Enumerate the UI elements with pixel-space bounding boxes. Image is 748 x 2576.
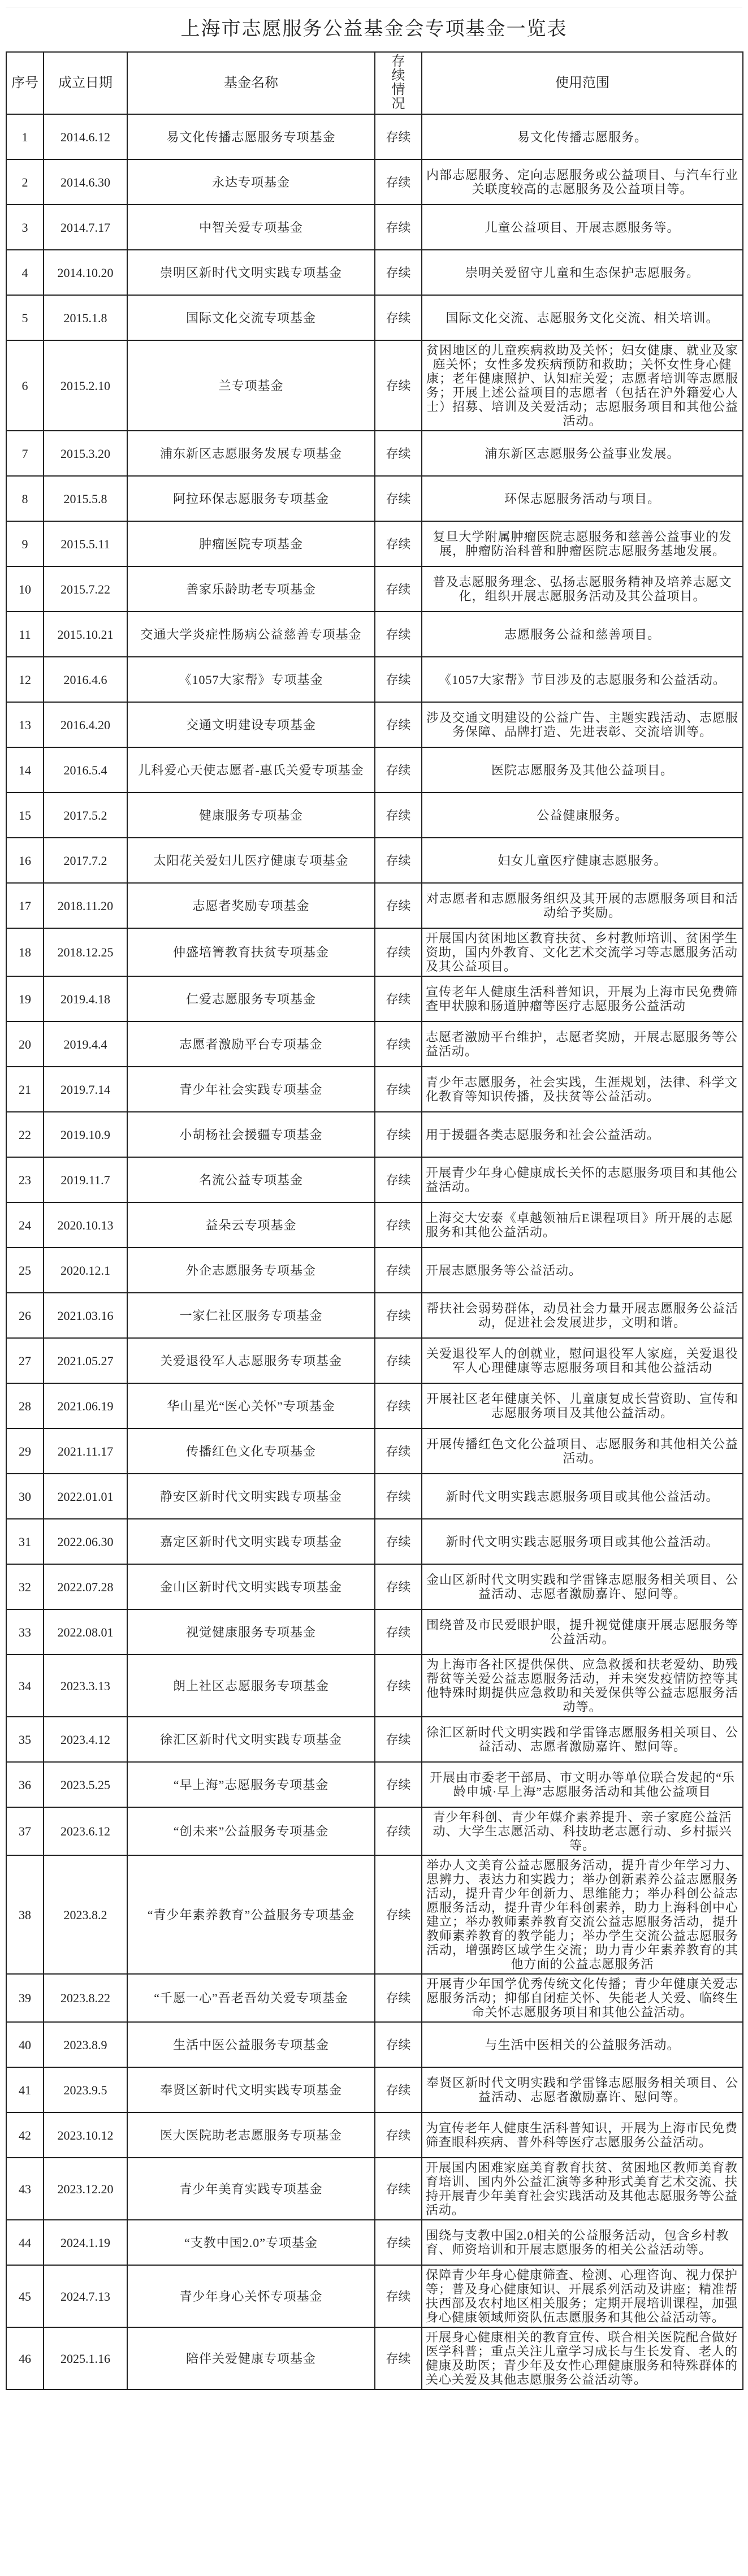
cell-scope: 围绕普及市民爱眼护眼，提升视觉健康开展志愿服务等公益活动。 [422,1609,743,1655]
cell-scope: 涉及交通文明建设的公益广告、主题实践活动、志愿服务保障、品牌打造、先进表彰、交流培训等。 [422,702,743,747]
cell-status: 存续 [375,657,422,702]
cell-index: 27 [6,1338,44,1383]
cell-index: 10 [6,566,44,612]
cell-date: 2021.03.16 [44,1293,127,1338]
cell-status: 存续 [375,1248,422,1293]
document-page [6,0,742,2390]
cell-index: 2 [6,159,44,205]
cell-index: 14 [6,747,44,793]
cell-date: 2018.12.25 [44,928,127,976]
table-row [6,476,743,521]
table-row [6,205,743,250]
table-row [6,1717,743,1762]
cell-scope: 金山区新时代文明实践和学雷锋志愿服务相关项目、公益活动、志愿者激励嘉许、慰问等。 [422,1564,743,1609]
cell-scope: 开展国内困难家庭美育教育扶贫、贫困地区教师美育教育培训、国内外公益汇演等多种形式美育艺术交流、扶持开展青少年美育社会实践活动及其他志愿服务等公益活动。 [422,2158,743,2220]
header-index: 序号 [6,52,44,114]
cell-date: 2016.4.6 [44,657,127,702]
table-row [6,2158,743,2220]
cell-fund-name: 国际文化交流专项基金 [127,295,375,340]
cell-scope: 开展由市委老干部局、市文明办等单位联合发起的“乐龄申城·早上海”志愿服务活动和其他公益项目 [422,1762,743,1807]
cell-status: 存续 [375,2158,422,2220]
cell-scope: 浦东新区志愿服务公益事业发展。 [422,431,743,476]
cell-index: 23 [6,1157,44,1202]
cell-index: 34 [6,1655,44,1717]
cell-scope: 开展青少年国学优秀传统文化传播；青少年健康关爱志愿服务活动；抑郁自闭症关怀、失能老人关爱、临终生命关怀志愿服务项目和其他公益活动。 [422,1974,743,2022]
cell-index: 16 [6,838,44,883]
cell-index: 22 [6,1112,44,1157]
cell-fund-name: 静安区新时代文明实践专项基金 [127,1474,375,1519]
cell-date: 2023.10.12 [44,2112,127,2158]
fund-table [6,51,743,2390]
cell-status: 存续 [375,431,422,476]
cell-scope: 青少年科创、青少年媒介素养提升、亲子家庭公益活动、大学生志愿活动、科技助老志愿行动、乡村振兴等。 [422,1807,743,1855]
cell-date: 2021.05.27 [44,1338,127,1383]
cell-fund-name: 崇明区新时代文明实践专项基金 [127,250,375,295]
cell-status: 存续 [375,1021,422,1067]
cell-fund-name: 外企志愿服务专项基金 [127,1248,375,1293]
cell-fund-name: 传播红色文化专项基金 [127,1428,375,1474]
cell-date: 2023.8.22 [44,1974,127,2022]
cell-scope: 开展身心健康相关的教育宣传、联合相关医院配合做好医学科普；重点关注儿童学习成长与生长发育、老人的健康及助医；青少年及女性心理健康服务和特殊群体的关心关爱及其他志愿服务公益活动等。 [422,2327,743,2389]
cell-index: 25 [6,1248,44,1293]
cell-scope: 用于援疆各类志愿服务和社会公益活动。 [422,1112,743,1157]
table-row [6,566,743,612]
cell-fund-name: “千愿一心”吾老吾幼关爱专项基金 [127,1974,375,2022]
cell-scope: 复旦大学附属肿瘤医院志愿服务和慈善公益事业的发展，肿瘤防治科普和肿瘤医院志愿服务基地发展。 [422,521,743,566]
cell-scope: 崇明关爱留守儿童和生态保护志愿服务。 [422,250,743,295]
cell-scope: 奉贤区新时代文明实践和学雷锋志愿服务相关项目、公益活动、志愿者激励嘉许、慰问等。 [422,2067,743,2112]
table-row [6,1428,743,1474]
cell-index: 6 [6,340,44,431]
cell-fund-name: 交通文明建设专项基金 [127,702,375,747]
cell-fund-name: 交通大学炎症性肠病公益慈善专项基金 [127,612,375,657]
table-row [6,2067,743,2112]
cell-date: 2023.12.20 [44,2158,127,2220]
cell-scope: 国际文化交流、志愿服务文化交流、相关培训。 [422,295,743,340]
cell-index: 32 [6,1564,44,1609]
cell-index: 31 [6,1519,44,1564]
table-row [6,928,743,976]
cell-date: 2021.11.17 [44,1428,127,1474]
cell-date: 2019.7.14 [44,1067,127,1112]
cell-status: 存续 [375,838,422,883]
cell-index: 35 [6,1717,44,1762]
cell-fund-name: 肿瘤医院专项基金 [127,521,375,566]
cell-scope: 易文化传播志愿服务。 [422,114,743,159]
cell-scope: 贫困地区的儿童疾病救助及关怀；妇女健康、就业及家庭关怀；女性多发疾病预防和救助；关怀女性身心健康；老年健康照护、认知症关爱；志愿者培训等志愿服务；开展上述公益项目的志愿者（包括在沪外籍爱心人士）招募、培训及关爱活动；志愿服务项目和其他公益活动。 [422,340,743,431]
cell-scope: 新时代文明实践志愿服务项目或其他公益活动。 [422,1474,743,1519]
cell-date: 2023.8.9 [44,2022,127,2067]
table-row [6,159,743,205]
cell-scope: 徐汇区新时代文明实践和学雷锋志愿服务相关项目、公益活动、志愿者激励嘉许、慰问等。 [422,1717,743,1762]
cell-fund-name: 儿科爱心天使志愿者-惠氏关爱专项基金 [127,747,375,793]
cell-date: 2014.10.20 [44,250,127,295]
cell-date: 2015.5.11 [44,521,127,566]
cell-date: 2015.2.10 [44,340,127,431]
table-row [6,1021,743,1067]
table-row [6,2265,743,2327]
cell-scope: 围绕与支教中国2.0相关的公益服务活动，包含乡村教育、师资培训和开展志愿服务的相关公益活动等。 [422,2220,743,2265]
cell-scope: 医院志愿服务及其他公益项目。 [422,747,743,793]
cell-scope: 举办人文美育公益志愿服务活动，提升青少年学习力、思辨力、表达力和实践力；举办创新素养公益志愿服务活动，提升青少年创新力、思维能力；举办科创公益志愿服务活动，提升青少年科创素养，助力上海科创中心建立；举办教师素养教育交流公益志愿服务活动，提升教师素养教育的教学能力；举办学生交流公益志愿服务活动，增强跨区域学生交流；助力青少年素养教育的其他方面的公益志愿服务活 [422,1855,743,1974]
table-row [6,1474,743,1519]
cell-scope: 开展传播红色文化公益项目、志愿服务和其他相关公益活动。 [422,1428,743,1474]
cell-fund-name: 医大医院助老志愿服务专项基金 [127,2112,375,2158]
page-title: 上海市志愿服务公益基金会专项基金一览表 [6,7,742,51]
cell-fund-name: 永达专项基金 [127,159,375,205]
cell-fund-name: 志愿者奖励专项基金 [127,883,375,928]
cell-scope: 上海交大安泰《卓越领袖后E课程项目》所开展的志愿服务和其他公益活动。 [422,1202,743,1248]
cell-scope: 内部志愿服务、定向志愿服务或公益项目、与汽车行业关联度较高的志愿服务及公益项目等。 [422,159,743,205]
table-row [6,1293,743,1338]
cell-fund-name: 嘉定区新时代文明实践专项基金 [127,1519,375,1564]
cell-index: 7 [6,431,44,476]
cell-status: 存续 [375,1474,422,1519]
cell-status: 存续 [375,2067,422,2112]
cell-status: 存续 [375,1383,422,1428]
table-row [6,1655,743,1717]
table-row [6,1383,743,1428]
cell-date: 2024.1.19 [44,2220,127,2265]
table-row [6,976,743,1021]
table-row [6,657,743,702]
cell-status: 存续 [375,566,422,612]
cell-scope: 青少年志愿服务，社会实践，生涯规划，法律、科学文化教育等知识传播，及扶贫等公益活动。 [422,1067,743,1112]
cell-status: 存续 [375,1974,422,2022]
cell-scope: 儿童公益项目、开展志愿服务等。 [422,205,743,250]
cell-scope: 普及志愿服务理念、弘扬志愿服务精神及培养志愿文化，组织开展志愿服务活动及其公益项目。 [422,566,743,612]
cell-date: 2022.08.01 [44,1609,127,1655]
cell-fund-name: 浦东新区志愿服务发展专项基金 [127,431,375,476]
cell-fund-name: 朗上社区志愿服务专项基金 [127,1655,375,1717]
cell-fund-name: 中智关爱专项基金 [127,205,375,250]
cell-status: 存续 [375,1112,422,1157]
cell-fund-name: 徐汇区新时代文明实践专项基金 [127,1717,375,1762]
cell-fund-name: 青少年社会实践专项基金 [127,1067,375,1112]
cell-status: 存续 [375,1564,422,1609]
cell-index: 3 [6,205,44,250]
cell-status: 存续 [375,2022,422,2067]
cell-scope: 志愿服务公益和慈善项目。 [422,612,743,657]
cell-scope: 帮扶社会弱势群体，动员社会力量开展志愿服务公益活动，促进社会发展进步，文明和谐。 [422,1293,743,1338]
cell-status: 存续 [375,340,422,431]
cell-scope: 开展社区老年健康关怀、儿童康复成长营资助、宣传和志愿服务项目及其他公益活动。 [422,1383,743,1428]
cell-fund-name: 善家乐龄助老专项基金 [127,566,375,612]
table-row [6,747,743,793]
cell-fund-name: 阿拉环保志愿服务专项基金 [127,476,375,521]
cell-scope: 为宣传老年人健康生活科普知识，开展为上海市民免费筛查眼科疾病、普外科等医疗志愿服务公益活动。 [422,2112,743,2158]
cell-fund-name: 名流公益专项基金 [127,1157,375,1202]
cell-date: 2019.4.18 [44,976,127,1021]
table-row [6,702,743,747]
cell-index: 24 [6,1202,44,1248]
cell-fund-name: 青少年身心关怀专项基金 [127,2265,375,2327]
cell-index: 29 [6,1428,44,1474]
cell-status: 存续 [375,1762,422,1807]
cell-index: 19 [6,976,44,1021]
cell-date: 2014.6.30 [44,159,127,205]
cell-status: 存续 [375,1519,422,1564]
cell-date: 2021.06.19 [44,1383,127,1428]
cell-index: 45 [6,2265,44,2327]
cell-date: 2025.1.16 [44,2327,127,2389]
cell-index: 13 [6,702,44,747]
cell-index: 20 [6,1021,44,1067]
cell-fund-name: “创未来”公益服务专项基金 [127,1807,375,1855]
cell-index: 40 [6,2022,44,2067]
cell-date: 2023.5.25 [44,1762,127,1807]
cell-date: 2017.5.2 [44,793,127,838]
cell-scope: 与生活中医相关的公益服务活动。 [422,2022,743,2067]
cell-scope: 开展青少年身心健康成长关怀的志愿服务项目和其他公益活动。 [422,1157,743,1202]
cell-scope: 环保志愿服务活动与项目。 [422,476,743,521]
cell-status: 存续 [375,2265,422,2327]
header-scope: 使用范围 [422,52,743,114]
cell-scope: 《1057大家帮》节目涉及的志愿服务和公益活动。 [422,657,743,702]
cell-date: 2019.4.4 [44,1021,127,1067]
cell-date: 2014.6.12 [44,114,127,159]
cell-date: 2023.4.12 [44,1717,127,1762]
table-row [6,1855,743,1974]
cell-scope: 宣传老年人健康生活科普知识，开展为上海市民免费筛查甲状腺和肠道肿瘤等医疗志愿服务公益活动 [422,976,743,1021]
cell-fund-name: 仲盛培箐教育扶贫专项基金 [127,928,375,976]
cell-fund-name: 兰专项基金 [127,340,375,431]
cell-index: 43 [6,2158,44,2220]
cell-fund-name: 小胡杨社会援疆专项基金 [127,1112,375,1157]
table-row [6,2112,743,2158]
cell-date: 2019.10.9 [44,1112,127,1157]
cell-scope: 对志愿者和志愿服务组织及其开展的志愿服务项目和活动给予奖励。 [422,883,743,928]
cell-scope: 妇女儿童医疗健康志愿服务。 [422,838,743,883]
cell-index: 8 [6,476,44,521]
cell-index: 36 [6,1762,44,1807]
table-row [6,1157,743,1202]
cell-fund-name: “早上海”志愿服务专项基金 [127,1762,375,1807]
cell-index: 21 [6,1067,44,1112]
cell-status: 存续 [375,2327,422,2389]
table-row [6,340,743,431]
cell-index: 1 [6,114,44,159]
cell-index: 30 [6,1474,44,1519]
cell-status: 存续 [375,976,422,1021]
cell-date: 2023.6.12 [44,1807,127,1855]
cell-fund-name: 视觉健康服务专项基金 [127,1609,375,1655]
cell-index: 37 [6,1807,44,1855]
cell-index: 11 [6,612,44,657]
cell-index: 9 [6,521,44,566]
cell-index: 44 [6,2220,44,2265]
table-row [6,1338,743,1383]
cell-scope: 志愿者激励平台维护，志愿者奖励，开展志愿服务等公益活动。 [422,1021,743,1067]
cell-date: 2014.7.17 [44,205,127,250]
cell-status: 存续 [375,747,422,793]
cell-status: 存续 [375,1293,422,1338]
table-row [6,1807,743,1855]
cell-scope: 开展国内贫困地区教育扶贫、乡村教师培训、贫困学生资助，国内外教育、文化艺术交流学习等志愿服务活动及其公益项目。 [422,928,743,976]
table-row [6,1609,743,1655]
cell-status: 存续 [375,1717,422,1762]
cell-status: 存续 [375,612,422,657]
table-row [6,612,743,657]
table-header-row [6,52,743,114]
cell-index: 17 [6,883,44,928]
cell-date: 2015.3.20 [44,431,127,476]
table-row [6,431,743,476]
cell-date: 2018.11.20 [44,883,127,928]
cell-date: 2022.07.28 [44,1564,127,1609]
table-row [6,1762,743,1807]
cell-status: 存续 [375,295,422,340]
cell-index: 12 [6,657,44,702]
cell-status: 存续 [375,1855,422,1974]
cell-status: 存续 [375,1067,422,1112]
header-status: 存续情况 [375,52,422,114]
cell-date: 2023.8.2 [44,1855,127,1974]
cell-index: 33 [6,1609,44,1655]
cell-fund-name: 奉贤区新时代文明实践专项基金 [127,2067,375,2112]
cell-index: 5 [6,295,44,340]
table-row [6,2022,743,2067]
cell-status: 存续 [375,1807,422,1855]
cell-status: 存续 [375,1202,422,1248]
cell-index: 46 [6,2327,44,2389]
cell-fund-name: 金山区新时代文明实践专项基金 [127,1564,375,1609]
cell-index: 42 [6,2112,44,2158]
cell-date: 2016.5.4 [44,747,127,793]
cell-status: 存续 [375,2220,422,2265]
table-row [6,793,743,838]
cell-date: 2017.7.2 [44,838,127,883]
table-row [6,1067,743,1112]
cell-status: 存续 [375,114,422,159]
cell-date: 2020.10.13 [44,1202,127,1248]
cell-fund-name: 关爱退役军人志愿服务专项基金 [127,1338,375,1383]
cell-scope: 为上海市各社区提供保供、应急救援和扶老爱幼、助残帮贫等关爱公益志愿服务活动，并未突发疫情防控等其他特殊时期提供应急救助和关爱保供等公益志愿服务活动等。 [422,1655,743,1717]
cell-fund-name: “支教中国2.0”专项基金 [127,2220,375,2265]
cell-status: 存续 [375,250,422,295]
cell-fund-name: 陪伴关爱健康专项基金 [127,2327,375,2389]
cell-status: 存续 [375,205,422,250]
cell-fund-name: 华山星光“医心关怀”专项基金 [127,1383,375,1428]
cell-date: 2015.1.8 [44,295,127,340]
table-row [6,2220,743,2265]
table-row [6,521,743,566]
cell-date: 2023.3.13 [44,1655,127,1717]
table-row [6,1974,743,2022]
cell-status: 存续 [375,928,422,976]
cell-date: 2015.10.21 [44,612,127,657]
cell-status: 存续 [375,883,422,928]
cell-index: 4 [6,250,44,295]
cell-date: 2019.11.7 [44,1157,127,1202]
cell-index: 18 [6,928,44,976]
cell-date: 2022.01.01 [44,1474,127,1519]
cell-index: 38 [6,1855,44,1974]
cell-fund-name: 益朵云专项基金 [127,1202,375,1248]
table-row [6,1519,743,1564]
table-row [6,1248,743,1293]
cell-status: 存续 [375,1609,422,1655]
table-row [6,1112,743,1157]
cell-fund-name: 《1057大家帮》专项基金 [127,657,375,702]
cell-status: 存续 [375,1655,422,1717]
cell-scope: 保障青少年身心健康筛查、检测、心理咨询、视力保护等；普及身心健康知识、开展系列活动及讲座；精准帮扶西部及农村地区相关服务；定期开展培训课程，加强身心健康领域师资队伍志愿服务和其他公益活动等。 [422,2265,743,2327]
cell-scope: 新时代文明实践志愿服务项目或其他公益活动。 [422,1519,743,1564]
cell-date: 2016.4.20 [44,702,127,747]
cell-status: 存续 [375,476,422,521]
cell-fund-name: “青少年素养教育”公益服务专项基金 [127,1855,375,1974]
cell-status: 存续 [375,521,422,566]
cell-status: 存续 [375,159,422,205]
cell-scope: 关爱退役军人的创就业，慰问退役军人家庭，关爱退役军人心理健康等志愿服务项目和其他公益活动 [422,1338,743,1383]
cell-index: 28 [6,1383,44,1428]
table-row [6,1202,743,1248]
cell-date: 2015.7.22 [44,566,127,612]
table-row [6,1564,743,1609]
cell-index: 26 [6,1293,44,1338]
cell-index: 15 [6,793,44,838]
cell-date: 2015.5.8 [44,476,127,521]
cell-status: 存续 [375,793,422,838]
cell-fund-name: 志愿者激励平台专项基金 [127,1021,375,1067]
cell-status: 存续 [375,1338,422,1383]
table-row [6,2327,743,2389]
cell-fund-name: 生活中医公益服务专项基金 [127,2022,375,2067]
cell-status: 存续 [375,1428,422,1474]
cell-fund-name: 太阳花关爱妇儿医疗健康专项基金 [127,838,375,883]
cell-status: 存续 [375,1157,422,1202]
cell-status: 存续 [375,2112,422,2158]
cell-status: 存续 [375,702,422,747]
cell-scope: 开展志愿服务等公益活动。 [422,1248,743,1293]
table-row [6,250,743,295]
cell-date: 2023.9.5 [44,2067,127,2112]
cell-scope: 公益健康服务。 [422,793,743,838]
header-date: 成立日期 [44,52,127,114]
cell-fund-name: 仁爱志愿服务专项基金 [127,976,375,1021]
table-row [6,883,743,928]
cell-index: 41 [6,2067,44,2112]
cell-index: 39 [6,1974,44,2022]
table-row [6,295,743,340]
header-fund-name: 基金名称 [127,52,375,114]
table-row [6,838,743,883]
cell-fund-name: 易文化传播志愿服务专项基金 [127,114,375,159]
cell-date: 2024.7.13 [44,2265,127,2327]
table-row [6,114,743,159]
cell-fund-name: 青少年美育实践专项基金 [127,2158,375,2220]
cell-fund-name: 一家仁社区服务专项基金 [127,1293,375,1338]
cell-date: 2020.12.1 [44,1248,127,1293]
cell-date: 2022.06.30 [44,1519,127,1564]
cell-fund-name: 健康服务专项基金 [127,793,375,838]
